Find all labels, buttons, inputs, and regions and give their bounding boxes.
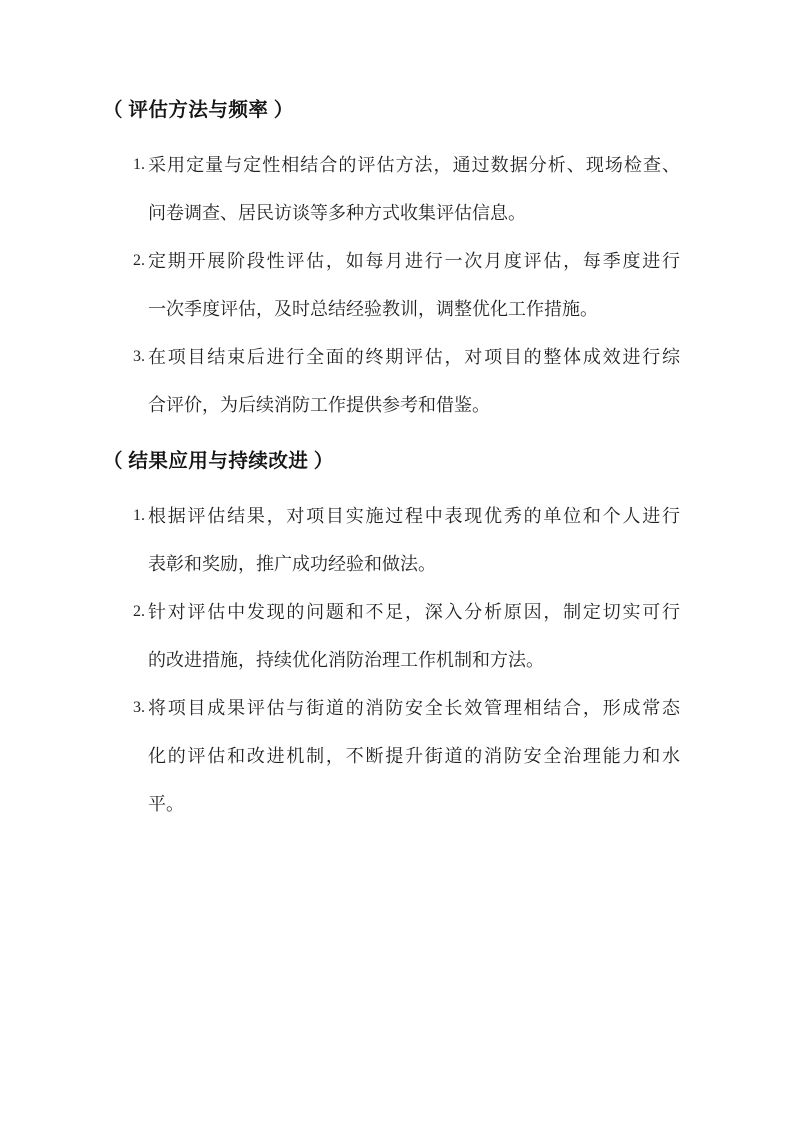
text-line: 的改进措施，持续优化消防治理工作机制和方法。 [148,650,544,670]
section-results-application [103,447,680,828]
section-evaluation-methods [103,96,680,429]
text-line: 在项目结束后进行全面的终期评估，对项目的整体成效进行综 [148,347,680,367]
item-number: 2. [133,252,145,269]
list-item [103,588,680,684]
item-number: 1. [133,507,145,524]
text-line: 一次季度评估，及时总结经验教训，调整优化工作措施。 [148,299,598,319]
list-item [103,237,680,333]
list-item [103,141,680,237]
text-line: 针对评估中发现的问题和不足，深入分析原因，制定切实可行 [148,602,680,622]
item-number: 3. [133,348,145,365]
text-line: 化的评估和改进机制，不断提升街道的消防安全治理能力和水 [148,746,680,766]
item-number: 2. [133,603,145,620]
text-line: 将项目成果评估与街道的消防安全长效管理相结合，形成常态 [148,698,680,718]
item-number: 3. [133,699,145,716]
text-line: 问卷调查、居民访谈等多种方式收集评估信息。 [148,203,526,223]
list-item [103,492,680,588]
section-heading: （ 评估方法与频率 ） [103,100,294,121]
text-line: 采用定量与定性相结合的评估方法，通过数据分析、现场检查、 [148,155,680,175]
text-line: 合评价，为后续消防工作提供参考和借鉴。 [148,395,490,415]
section-heading: （ 结果应用与持续改进 ） [103,451,334,472]
text-line: 定期开展阶段性评估，如每月进行一次月度评估，每季度进行 [148,251,680,271]
list-item [103,333,680,429]
list-item [103,684,680,828]
item-number: 1. [133,156,145,173]
text-line: 表彰和奖励，推广成功经验和做法。 [148,554,436,574]
text-line: 根据评估结果，对项目实施过程中表现优秀的单位和个人进行 [148,506,680,526]
text-line: 平。 [148,794,184,814]
